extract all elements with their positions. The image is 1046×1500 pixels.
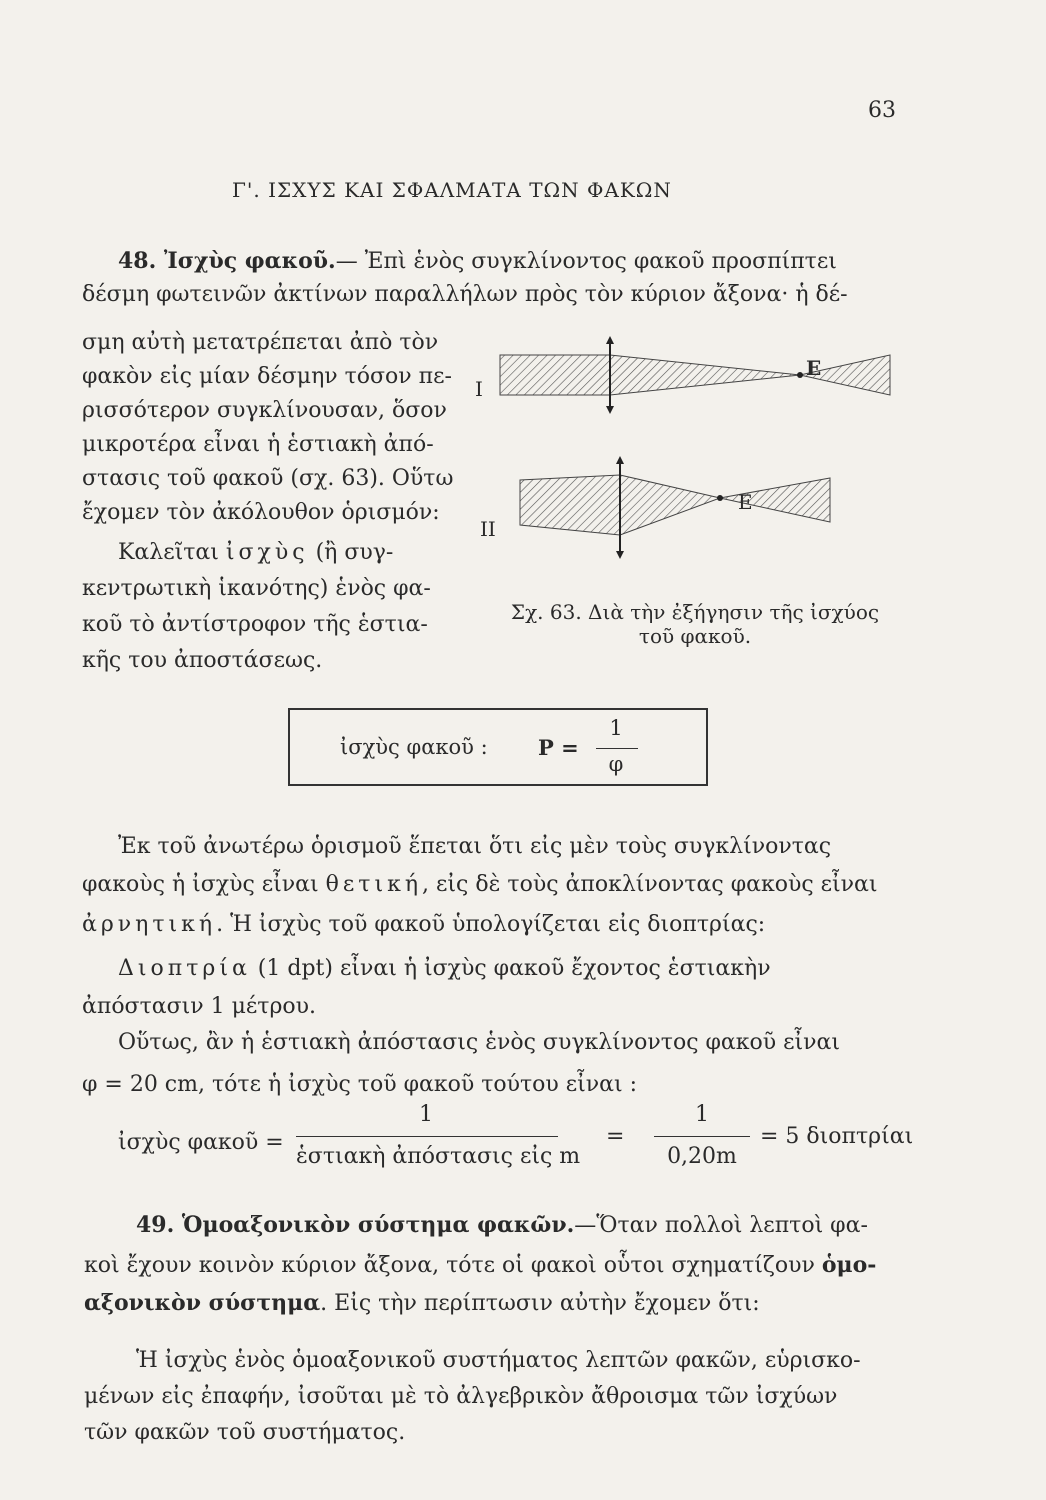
lens-arrow-icon: [616, 456, 624, 464]
sec48-line: δέσμη φωτεινῶν ἀκτίνων παραλλήλων πρὸς τὸν κύριον ἄξονα· ἡ δέ-: [82, 282, 848, 307]
sec48-heading: 48. Ἰσχὺς φακοῦ.: [118, 248, 336, 274]
body-text: (1 dpt) εἶναι ἡ ἰσχὺς φακοῦ ἔχοντος ἑστιακὴν: [250, 956, 771, 981]
sec48-line: ἔχομεν τὸν ἀκόλουθον ὁρισμόν:: [82, 500, 440, 525]
sec48-line: — Ἐπὶ ἑνὸς συγκλίνοντος φακοῦ προσπίπτει: [335, 249, 837, 274]
lens-figure: [470, 330, 910, 590]
definition-line: [118, 540, 393, 566]
body-text: , εἰς δὲ τοὺς ἀποκλίνοντας φακοὺς εἶναι: [422, 872, 878, 897]
formula-numerator: 1: [609, 716, 623, 740]
sec49-heading: 49. Ὁμοαξονικὸν σύστημα φακῶν.: [136, 1212, 575, 1238]
body-line: φ = 20 cm, τότε ἡ ἰσχὺς τοῦ φακοῦ τούτου εἶναι :: [82, 1072, 638, 1097]
focus-point: [717, 495, 723, 501]
body-line: ἀπόστασιν 1 μέτρου.: [82, 994, 317, 1019]
body-line: Ἐκ τοῦ ἀνωτέρω ὁρισμοῦ ἕπεται ὅτι εἰς μὲν τοὺς συγκλίνοντας: [118, 834, 832, 859]
formula-denominator: φ: [608, 752, 624, 776]
formula-label: ἰσχὺς φακοῦ :: [340, 735, 488, 759]
definition-text: (ἢ συγ-: [308, 540, 394, 565]
term-positive: θετική: [325, 872, 423, 897]
figure-label-i: I: [475, 377, 483, 401]
page-number: 63: [868, 98, 896, 123]
definition-line: κῆς του ἀποστάσεως.: [82, 648, 323, 673]
fraction-bar: [596, 748, 638, 749]
body-line: [82, 912, 765, 938]
body-text: . Ἡ ἰσχὺς τοῦ φακοῦ ὑπολογίζεται εἰς διοπτρίας:: [216, 912, 766, 937]
focus-label-ii: E: [738, 490, 753, 514]
body-line: Οὕτως, ἂν ἡ ἑστιακὴ ἀπόστασις ἑνὸς συγκλίνοντος φακοῦ εἶναι: [118, 1030, 841, 1055]
sec48-first-line: [118, 248, 837, 275]
term-negative: ἀρνητική: [82, 912, 217, 937]
sec49-line: [84, 1252, 876, 1279]
converging-beam: [500, 355, 800, 395]
example-result: = 5 διοπτρίαι: [760, 1124, 914, 1149]
term-diopter: Διοπτρία: [118, 956, 251, 981]
fraction-bar: [296, 1136, 558, 1137]
figure-caption: [495, 600, 895, 648]
sec49-term: αξονικὸν σύστημα: [84, 1290, 321, 1316]
sec49-line: [84, 1290, 760, 1317]
sec49-first-line: [136, 1212, 868, 1239]
lens-arrow-icon: [606, 336, 614, 344]
power-formula-box: [288, 708, 708, 786]
caption-line: τοῦ φακοῦ.: [638, 624, 752, 648]
example-numerator: 1: [695, 1102, 709, 1127]
figure-i: [500, 336, 890, 414]
diverging-beam: [720, 478, 830, 522]
example-denominator: 0,20m: [667, 1144, 737, 1169]
sec48-line: ρισσότερον συγκλίνουσαν, ὅσον: [82, 398, 447, 423]
focus-label-i: E: [806, 356, 822, 380]
sec48-line: σμη αὐτὴ μετατρέπεται ἀπὸ τὸν: [82, 330, 439, 355]
formula-lhs: P =: [538, 735, 579, 760]
focus-point: [797, 372, 803, 378]
definition-text: Καλεῖται: [118, 540, 226, 565]
sec49-term: ὁμο-: [821, 1252, 877, 1278]
sec49-text: . Εἰς τὴν περίπτωσιν αὐτὴν ἔχομεν ὅτι:: [320, 1291, 760, 1316]
figure-label-ii: II: [480, 517, 496, 541]
sec49-text: κοὶ ἔχουν κοινὸν κύριον ἄξονα, τότε οἱ φακοὶ οὗτοι σχηματίζουν: [84, 1253, 822, 1278]
definition-term: ἰσχὺς: [225, 540, 309, 565]
sec49-text: —Ὅταν πολλοὶ λεπτοὶ φα-: [574, 1213, 868, 1238]
lens-arrow-icon: [606, 406, 614, 414]
rule-line: μένων εἰς ἐπαφήν, ἰσοῦται μὲ τὸ ἀλγεβρικὸν ἄθροισμα τῶν ἰσχύων: [84, 1384, 838, 1409]
body-text: φακοὺς ἡ ἰσχὺς εἶναι: [82, 872, 326, 897]
body-line: [118, 956, 771, 982]
caption-line: Σχ. 63. Διὰ τὴν ἐξήγησιν τῆς ἰσχύος: [510, 600, 880, 624]
example-numerator: 1: [419, 1102, 433, 1127]
lens-arrow-icon: [616, 551, 624, 559]
rule-line: Ἡ ἰσχὺς ἑνὸς ὁμοαξονικοῦ συστήματος λεπτῶν φακῶν, εὑρισκο-: [136, 1348, 861, 1373]
sec48-line: φακὸν εἰς μίαν δέσμην τόσον πε-: [82, 364, 452, 389]
example-equals: =: [606, 1124, 625, 1149]
section-title: Γ'. ΙΣΧΥΣ ΚΑΙ ΣΦΑΛΜΑΤΑ ΤΩΝ ΦΑΚΩΝ: [232, 178, 672, 202]
body-line: [82, 872, 878, 898]
figure-ii: [520, 456, 830, 559]
definition-line: κεντρωτικὴ ἱκανότης) ἑνὸς φα-: [82, 576, 431, 601]
sec48-line: στασις τοῦ φακοῦ (σχ. 63). Οὕτω: [82, 466, 454, 491]
definition-line: κοῦ τὸ ἀντίστροφον τῆς ἑστια-: [82, 612, 428, 637]
sec48-line: μικροτέρα εἶναι ἡ ἑστιακὴ ἀπό-: [82, 432, 434, 457]
example-denominator: ἑστιακὴ ἀπόστασις εἰς m: [296, 1144, 581, 1169]
rule-line: τῶν φακῶν τοῦ συστήματος.: [84, 1420, 406, 1445]
example-label: ἰσχὺς φακοῦ =: [118, 1130, 284, 1155]
fraction-bar: [654, 1136, 750, 1137]
